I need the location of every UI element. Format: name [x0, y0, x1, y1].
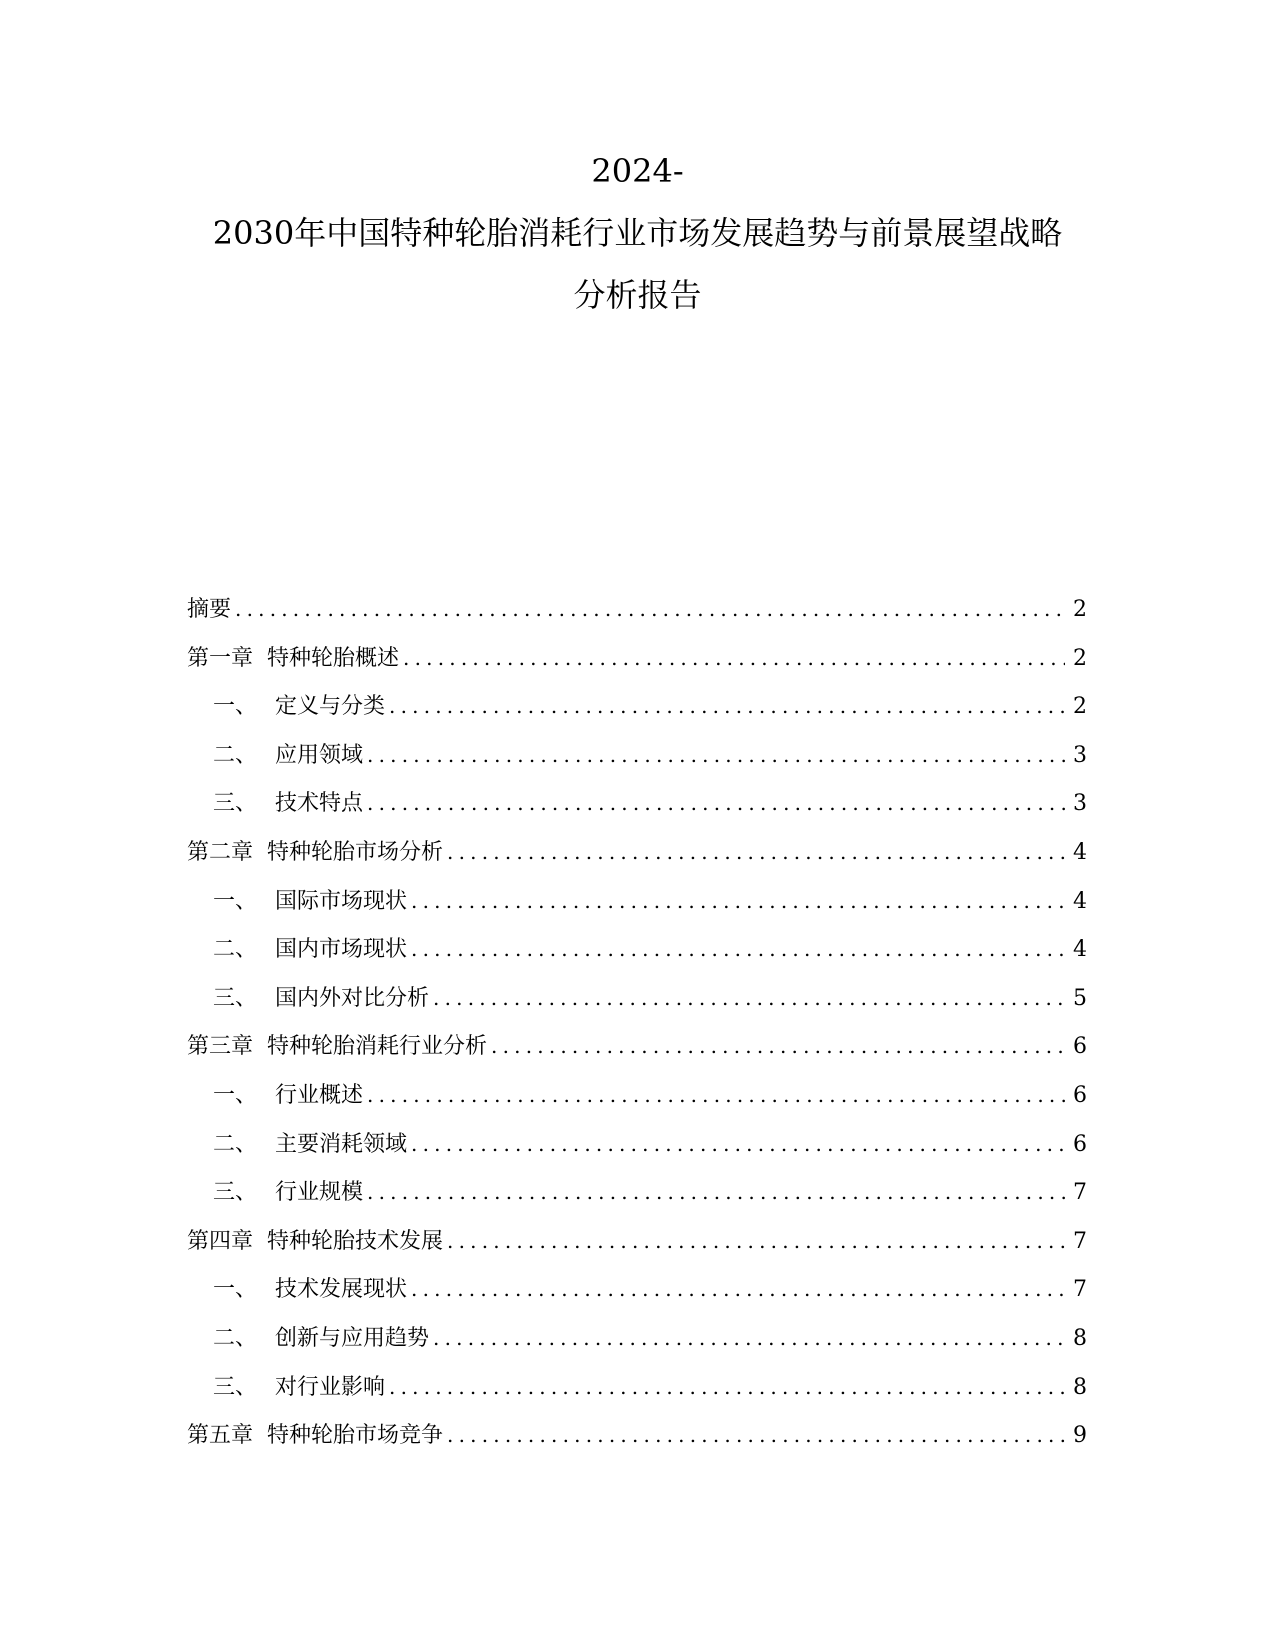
- toc-entry[interactable]: [187, 932, 1087, 981]
- toc-entry-page-number: 6: [1073, 1082, 1087, 1108]
- toc-dot-leader: [447, 1423, 1065, 1447]
- toc-dot-leader: [367, 743, 1065, 767]
- report-title: [0, 140, 1275, 326]
- toc-entry-label: 特种轮胎概述: [267, 645, 400, 671]
- toc-dot-leader: [491, 1034, 1065, 1058]
- toc-dot-leader: [411, 1277, 1065, 1301]
- toc-entry-page-number: 7: [1073, 1228, 1087, 1254]
- toc-entry-label: 特种轮胎技术发展: [267, 1228, 444, 1254]
- toc-entry[interactable]: [187, 1272, 1087, 1321]
- toc-entry-number: 第五章: [187, 1423, 254, 1449]
- toc-dot-leader: [403, 646, 1065, 670]
- toc-entry-number: 三、: [213, 791, 258, 817]
- toc-dot-leader: [411, 937, 1065, 961]
- toc-entry-number: 一、: [213, 1082, 258, 1108]
- title-line-3: 分析报告: [573, 276, 702, 314]
- toc-entry[interactable]: [187, 1175, 1087, 1224]
- toc-entry-number: 三、: [213, 1374, 258, 1400]
- toc-entry-number: 二、: [213, 742, 258, 768]
- toc-entry-page-number: 3: [1073, 791, 1087, 817]
- toc-dot-leader: [411, 889, 1065, 913]
- toc-dot-leader: [433, 1326, 1065, 1350]
- toc-entry-number: 二、: [213, 1131, 258, 1157]
- toc-entry-number: 三、: [213, 1180, 258, 1206]
- toc-entry-label: 特种轮胎市场分析: [267, 839, 444, 865]
- toc-dot-leader: [447, 840, 1065, 864]
- toc-entry-page-number: 9: [1073, 1423, 1087, 1449]
- toc-entry-label: 技术特点: [275, 791, 364, 817]
- toc-entry-page-number: 6: [1073, 1131, 1087, 1157]
- toc-entry[interactable]: [187, 1127, 1087, 1176]
- toc-entry[interactable]: [187, 1370, 1087, 1419]
- toc-entry-page-number: 3: [1073, 742, 1087, 768]
- toc-entry[interactable]: [187, 981, 1087, 1030]
- toc-entry-number: 一、: [213, 1277, 258, 1303]
- toc-entry[interactable]: [187, 1224, 1087, 1273]
- toc-dot-leader: [389, 694, 1065, 718]
- toc-entry-label: 国内市场现状: [275, 937, 408, 963]
- toc-entry-label: 行业规模: [275, 1180, 364, 1206]
- toc-entry-page-number: 2: [1073, 597, 1087, 622]
- toc-dot-leader: [367, 1180, 1065, 1204]
- toc-entry-label: 对行业影响: [275, 1374, 386, 1400]
- toc-entry-label: 定义与分类: [275, 694, 386, 720]
- toc-entry[interactable]: [187, 592, 1087, 641]
- toc-entry-number: 一、: [213, 888, 258, 914]
- toc-entry-label: 特种轮胎消耗行业分析: [267, 1034, 488, 1060]
- toc-entry[interactable]: [187, 1078, 1087, 1127]
- toc-entry-label: 创新与应用趋势: [275, 1325, 430, 1351]
- toc-entry[interactable]: [187, 835, 1087, 884]
- toc-dot-leader: [447, 1229, 1065, 1253]
- toc-entry-label: 国际市场现状: [275, 888, 408, 914]
- toc-entry-label: 行业概述: [275, 1082, 364, 1108]
- toc-entry-label: 技术发展现状: [275, 1277, 408, 1303]
- toc-entry-label: 摘要: [187, 597, 232, 622]
- toc-entry-page-number: 5: [1073, 985, 1087, 1011]
- toc-entry[interactable]: [187, 641, 1087, 690]
- toc-entry-page-number: 4: [1073, 888, 1087, 914]
- toc-dot-leader: [235, 597, 1065, 621]
- toc-dot-leader: [367, 1083, 1065, 1107]
- toc-entry-number: 三、: [213, 985, 258, 1011]
- toc-entry-number: 第二章: [187, 839, 254, 865]
- toc-entry-page-number: 4: [1073, 937, 1087, 963]
- toc-entry-page-number: 2: [1073, 694, 1087, 720]
- toc-entry[interactable]: [187, 689, 1087, 738]
- toc-entry-page-number: 8: [1073, 1325, 1087, 1351]
- toc-dot-leader: [411, 1132, 1065, 1156]
- toc-dot-leader: [433, 986, 1065, 1010]
- toc-entry-page-number: 2: [1073, 645, 1087, 671]
- toc-entry[interactable]: [187, 786, 1087, 835]
- toc-dot-leader: [389, 1375, 1065, 1399]
- toc-entry-label: 国内外对比分析: [275, 985, 430, 1011]
- toc-entry-number: 二、: [213, 937, 258, 963]
- toc-entry-number: 二、: [213, 1325, 258, 1351]
- toc-entry-number: 一、: [213, 694, 258, 720]
- toc-dot-leader: [367, 791, 1065, 815]
- toc-entry-page-number: 7: [1073, 1277, 1087, 1303]
- toc-entry[interactable]: [187, 738, 1087, 787]
- toc-entry-number: 第一章: [187, 645, 254, 671]
- toc-entry-page-number: 7: [1073, 1180, 1087, 1206]
- toc-entry[interactable]: [187, 1418, 1087, 1467]
- toc-entry[interactable]: [187, 1321, 1087, 1370]
- toc-entry-label: 主要消耗领域: [275, 1131, 408, 1157]
- toc-entry-page-number: 6: [1073, 1034, 1087, 1060]
- toc-entry-number: 第四章: [187, 1228, 254, 1254]
- title-line-2: 2030年中国特种轮胎消耗行业市场发展趋势与前景展望战略: [212, 214, 1063, 252]
- toc-entry[interactable]: [187, 1029, 1087, 1078]
- toc-entry-page-number: 4: [1073, 839, 1087, 865]
- toc-entry-page-number: 8: [1073, 1374, 1087, 1400]
- toc-entry-number: 第三章: [187, 1034, 254, 1060]
- title-line-1: 2024-: [591, 152, 684, 190]
- table-of-contents: [187, 592, 1087, 1467]
- toc-entry[interactable]: [187, 884, 1087, 933]
- toc-entry-label: 特种轮胎市场竞争: [267, 1423, 444, 1449]
- toc-entry-label: 应用领域: [275, 742, 364, 768]
